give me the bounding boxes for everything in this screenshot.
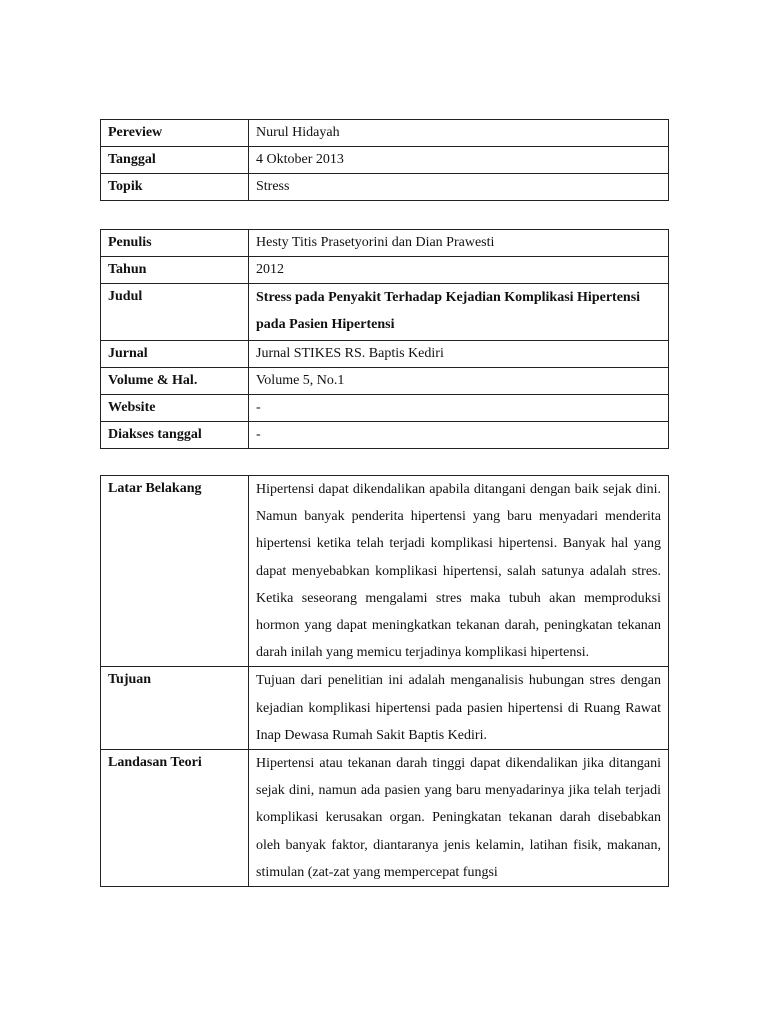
website-value: - bbox=[249, 395, 669, 422]
tanggal-label: Tanggal bbox=[101, 147, 249, 174]
jurnal-label: Jurnal bbox=[101, 341, 249, 368]
volume-label: Volume & Hal. bbox=[101, 368, 249, 395]
table-row bbox=[101, 174, 669, 201]
latar-belakang-label: Latar Belakang bbox=[101, 476, 249, 667]
pereview-label: Pereview bbox=[101, 120, 249, 147]
pereview-value: Nurul Hidayah bbox=[249, 120, 669, 147]
topik-value: Stress bbox=[249, 174, 669, 201]
review-info-table bbox=[100, 119, 669, 201]
table-row bbox=[101, 750, 669, 887]
table-row bbox=[101, 147, 669, 174]
table-row bbox=[101, 230, 669, 257]
table-row bbox=[101, 422, 669, 449]
tahun-value: 2012 bbox=[249, 257, 669, 284]
tahun-label: Tahun bbox=[101, 257, 249, 284]
table-row bbox=[101, 284, 669, 341]
table-row bbox=[101, 476, 669, 667]
website-label: Website bbox=[101, 395, 249, 422]
topik-label: Topik bbox=[101, 174, 249, 201]
tujuan-text: Tujuan dari penelitian ini adalah menganalisis hubungan stres dengan kejadian komplikasi hipertensi pada pasien hipertensi di Ruang Rawat Inap Dewasa Rumah Sakit Baptis Kediri. bbox=[249, 667, 669, 750]
diakses-label: Diakses tanggal bbox=[101, 422, 249, 449]
table-row bbox=[101, 368, 669, 395]
judul-label: Judul bbox=[101, 284, 249, 341]
latar-belakang-text: Hipertensi dapat dikendalikan apabila ditangani dengan baik sejak dini. Namun banyak penderita hipertensi yang baru menyadari menderita hipertensi ketika telah terjadi komplikasi hipertensi. Banyak hal yang dapat menyebabkan komplikasi hipertensi, salah satunya adalah stres. Ketika seseorang mengalami stres maka tubuh akan memproduksi hormon yang dapat meningkatkan tekanan darah, peningkatan tekanan darah inilah yang memicu terjadinya komplikasi hipertensi. bbox=[249, 476, 669, 667]
content-table bbox=[100, 475, 669, 887]
judul-value: Stress pada Penyakit Terhadap Kejadian Komplikasi Hipertensi pada Pasien Hipertensi bbox=[249, 284, 669, 341]
landasan-teori-label: Landasan Teori bbox=[101, 750, 249, 887]
table-row bbox=[101, 257, 669, 284]
penulis-value: Hesty Titis Prasetyorini dan Dian Prawesti bbox=[249, 230, 669, 257]
table-row bbox=[101, 395, 669, 422]
tanggal-value: 4 Oktober 2013 bbox=[249, 147, 669, 174]
landasan-teori-text: Hipertensi atau tekanan darah tinggi dapat dikendalikan jika ditangani sejak dini, namun ada pasien yang baru menyadarinya jika telah terjadi komplikasi kerusakan organ. Peningkatan tekanan darah disebabkan oleh banyak faktor, diantaranya jenis kelamin, latihan fisik, makanan, stimulan (zat-zat yang mempercepat fungsi bbox=[249, 750, 669, 887]
table-row bbox=[101, 667, 669, 750]
article-info-table bbox=[100, 229, 669, 449]
diakses-value: - bbox=[249, 422, 669, 449]
jurnal-value: Jurnal STIKES RS. Baptis Kediri bbox=[249, 341, 669, 368]
tujuan-label: Tujuan bbox=[101, 667, 249, 750]
volume-value: Volume 5, No.1 bbox=[249, 368, 669, 395]
table-row bbox=[101, 341, 669, 368]
table-row bbox=[101, 120, 669, 147]
penulis-label: Penulis bbox=[101, 230, 249, 257]
